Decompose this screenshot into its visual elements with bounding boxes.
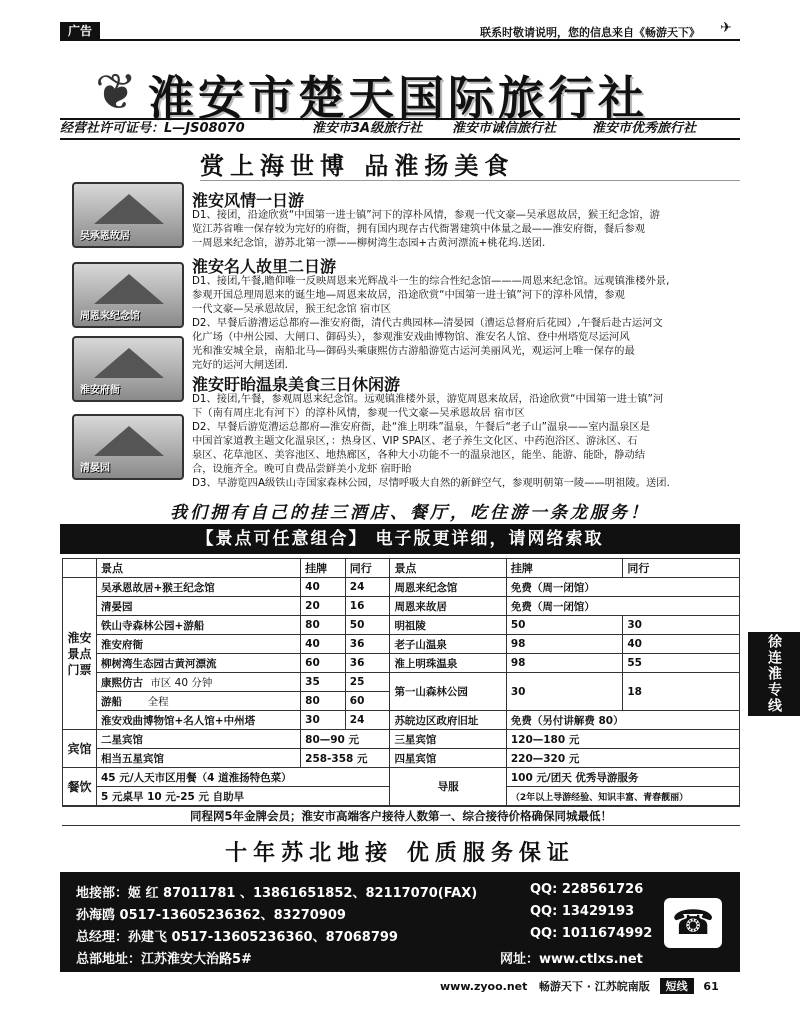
column-header: 景点	[97, 559, 301, 578]
table-cell: 40	[623, 635, 740, 654]
route-2-line: 化广场（中州公园、大闸口、御码头），参观淮安戏曲博物馆、淮安名人馆、登中州塔览尽运河风	[192, 331, 630, 343]
honor-1: 淮安市3A级旅行社	[312, 121, 423, 136]
route-1-line: D1、接团，沿途欣赏“中国第一进士镇”河下的淳朴风情，参观一代文豪—吴承恩故居，猴王纪念馆，游	[192, 209, 660, 221]
contact-line: 总经理：孙建飞 0517-13605236360、87068799	[76, 930, 398, 945]
guarantee-slogan: 十年苏北地接 优质服务保证	[225, 841, 575, 866]
meal-side-label: 餐饮	[63, 768, 97, 806]
route-1-line: 览江苏省唯一保存较为完好的府衙，拥有国内现存古代衙署建筑中体量之最——淮安府衙，餐后参观	[192, 223, 646, 235]
photo-zhou-enlai-memorial: 周恩来纪念馆	[72, 262, 184, 328]
qq-number: QQ: 13429193	[530, 904, 635, 919]
table-row	[63, 730, 740, 749]
table-cell: 60	[301, 654, 346, 673]
honor-3: 淮安市优秀旅行社	[592, 121, 697, 136]
table-cell: 16	[345, 597, 390, 616]
honor-2: 淮安市诚信旅行社	[452, 121, 557, 136]
column-header: 挂牌	[506, 559, 623, 578]
table-cell: 220—320 元	[506, 749, 739, 768]
table-row	[63, 711, 740, 730]
telephone-icon: ☎	[664, 898, 722, 948]
table-cell: 免费（周一闭馆）	[506, 578, 739, 597]
table-row	[63, 578, 740, 597]
column-header: 挂牌	[301, 559, 346, 578]
source-note: 联系时敬请说明，您的信息来自《畅游天下》	[480, 26, 700, 39]
route-title-3: 淮安盱眙温泉美食三日休闲游	[192, 375, 401, 394]
table-cell: 30	[301, 711, 346, 730]
table-cell: 铁山寺森林公园+游船	[97, 616, 301, 635]
route-3-line: 泉区、花草池区、美容池区、地热廊区，各种大小功能不一的温泉池区，能坐、能游、能卧，静动结	[192, 449, 646, 461]
table-cell: 258-358 元	[301, 749, 390, 768]
table-cell: 老子山温泉	[390, 635, 506, 654]
table-cell: 36	[345, 654, 390, 673]
route-2-line: D2、早餐后游漕运总都府—淮安府衙，清代古典园林—清晏园（漕运总督府后花园）,午餐后赴古运河文	[192, 317, 663, 329]
footer-site: www.zyoo.net	[440, 980, 528, 993]
column-header: 同行	[345, 559, 390, 578]
table-cell: 淮上明珠温泉	[390, 654, 506, 673]
table-cell: 30	[506, 673, 623, 711]
table-cell: 三星宾馆	[390, 730, 506, 749]
route-title-2: 淮安名人故里二日游	[192, 257, 337, 276]
route-3-line: D3、早游览四A级铁山寺国家森林公园，尽情呼吸大自然的新鲜空气，参观明朝第一陵——明祖陵。送团.	[192, 477, 670, 489]
table-cell: 免费（周一闭馆）	[506, 597, 739, 616]
table-cell: 苏皖边区政府旧址	[390, 711, 506, 730]
table-row	[63, 654, 740, 673]
photo-qingyan-garden: 清晏园	[72, 414, 184, 480]
route-3-line: 下（南有周庄北有河下）的淳朴风情，参观一代文豪—吴承恩故居 宿市区	[192, 407, 525, 419]
table-cell: 清晏园	[97, 597, 301, 616]
route-3-line: 中国首家道教主题文化温泉区，：热身区、VIP SPA区、老子养生文化区、中药泡浴区、游泳区、石	[192, 435, 638, 447]
contact-line: 地接部：姬 红 87011781 、13861651852、82117070(FAX)	[76, 886, 478, 901]
table-cell: 45 元/人天市区用餐（4 道淮扬特色菜）	[97, 768, 390, 787]
route-1-line: 一周恩来纪念馆，游苏北第一漂——柳树湾生态园+古黄河漂流+桃花坞.送团.	[192, 237, 546, 249]
table-cell: 50	[345, 616, 390, 635]
section-badge: 短线	[660, 978, 694, 994]
license-number: 经营社许可证号：L—JS08070	[60, 121, 245, 136]
contact-panel	[60, 872, 740, 972]
route-2-line: 一代文豪—吴承恩故居，猴王纪念馆 宿市区	[192, 303, 391, 315]
scenic-side-label: 淮安景点门票	[63, 578, 97, 730]
table-cell: 24	[345, 578, 390, 597]
table-cell: 98	[506, 635, 623, 654]
table-cell: 周恩来纪念馆	[390, 578, 506, 597]
hotel-side-label: 宾馆	[63, 730, 97, 768]
contact-address: 总部地址：江苏淮安大治路5#	[76, 952, 252, 967]
table-cell: 康熙仿古 市区 40 分钟	[97, 673, 301, 692]
table-cell: 100 元/团天 优秀导游服务	[506, 768, 739, 787]
table-cell: 二星宾馆	[97, 730, 301, 749]
column-header: 同行	[623, 559, 740, 578]
qq-number: QQ: 1011674992	[530, 926, 653, 941]
table-cell: 50	[506, 616, 623, 635]
table-cell: 20	[301, 597, 346, 616]
license-row	[60, 118, 740, 140]
company-name: 淮安市楚天国际旅行社	[148, 71, 648, 125]
slogan-divider	[200, 180, 740, 181]
combo-banner: 【景点可任意组合】 电子版更详细，请网络索取	[60, 524, 740, 554]
ad-label: 广告	[60, 22, 100, 40]
contact-line: 孙海鸥 0517-13605236362、83270909	[76, 908, 346, 923]
table-cell: 24	[345, 711, 390, 730]
route-3-line: D2、早餐后游览漕运总都府—淮安府衙，赴“淮上明珠”温泉，午餐后“老子山”温泉——室内温泉区是	[192, 421, 650, 433]
top-divider	[60, 39, 740, 41]
table-cell: 淮安戏曲博物馆+名人馆+中州塔	[97, 711, 301, 730]
route-3-line: 合，设施齐全。晚可自费品尝鲜美小龙虾 宿盱眙	[192, 463, 412, 475]
table-cell: 25	[345, 673, 390, 692]
table-row	[63, 768, 740, 787]
table-row	[63, 635, 740, 654]
table-cell: 80	[301, 692, 346, 711]
table-cell: 明祖陵	[390, 616, 506, 635]
photo-huaian-yamen: 淮安府衙	[72, 336, 184, 402]
table-cell: （2年以上导游经验、知识丰富、青春靓丽）	[506, 787, 739, 806]
table-cell: 35	[301, 673, 346, 692]
table-cell: 游船 全程	[97, 692, 301, 711]
table-row	[63, 597, 740, 616]
page-footer	[440, 978, 740, 998]
qq-number: QQ: 228561726	[530, 882, 644, 897]
service-message: 我们拥有自己的挂三酒店、餐厅，吃住游一条龙服务！	[170, 503, 650, 523]
page-number: 61	[703, 980, 719, 993]
route-2-line: 参观开国总理周恩来的诞生地—周恩来故居，沿途欣赏“中国第一进士镇”河下的淳朴风情，参观	[192, 289, 625, 301]
slogan: 赏上海世博 品淮扬美食	[200, 152, 515, 180]
table-row	[63, 616, 740, 635]
table-cell: 30	[623, 616, 740, 635]
member-note: 同程网5年金牌会员；淮安市高端客户接待人数第一、综合接待价格确保同城最低！	[62, 806, 740, 826]
route-2-line: 完好的运河大闸送团.	[192, 359, 288, 371]
company-logo-icon: ❦	[95, 63, 137, 121]
guide-side-label: 导服	[390, 768, 506, 806]
table-cell: 80—90 元	[301, 730, 390, 749]
table-row	[63, 749, 740, 768]
route-2-line: 光和淮安城全景，南船北马—御码头乘康熙仿古游船游览古运河美丽风光，观运河上唯一保存的最	[192, 345, 635, 357]
table-cell: 60	[345, 692, 390, 711]
table-cell: 四星宾馆	[390, 749, 506, 768]
table-cell: 55	[623, 654, 740, 673]
route-2-line: D1、接团,午餐,瞻仰唯一反映周恩来光辉战斗一生的综合性纪念馆———周恩来纪念馆。远观镇淮楼外景,	[192, 275, 670, 287]
table-cell: 周恩来故居	[390, 597, 506, 616]
table-cell: 第一山森林公园	[390, 673, 506, 711]
table-cell: 相当五星宾馆	[97, 749, 301, 768]
table-cell: 18	[623, 673, 740, 711]
table-cell: 80	[301, 616, 346, 635]
price-table	[62, 558, 740, 806]
table-cell: 5 元桌早 10 元-25 元 自助早	[97, 787, 390, 806]
table-cell: 40	[301, 635, 346, 654]
route-title-1: 淮安风情一日游	[192, 191, 305, 210]
route-3-line: D1、接团,午餐，参观周恩来纪念馆。远观镇淮楼外景，游览周恩来故居，沿途欣赏“中国第一进士镇”河	[192, 393, 664, 405]
table-cell: 柳树湾生态园古黄河漂流	[97, 654, 301, 673]
table-cell: 淮安府衙	[97, 635, 301, 654]
table-cell: 吴承恩故居+猴王纪念馆	[97, 578, 301, 597]
column-header: 景点	[390, 559, 506, 578]
table-cell: 98	[506, 654, 623, 673]
table-row	[63, 673, 740, 692]
website: 网址：www.ctlxs.net	[500, 952, 643, 967]
publisher-logo-icon: ✈	[720, 20, 732, 36]
table-cell: 40	[301, 578, 346, 597]
table-header-row	[63, 559, 740, 578]
footer-publication: 畅游天下 · 江苏皖南版	[538, 980, 650, 993]
table-cell: 36	[345, 635, 390, 654]
table-cell: 免费（另付讲解费 80）	[506, 711, 739, 730]
table-cell: 120—180 元	[506, 730, 739, 749]
route-side-tab: 徐连淮专线	[748, 632, 800, 716]
photo-wu-chengen-residence: 吴承恩故居	[72, 182, 184, 248]
